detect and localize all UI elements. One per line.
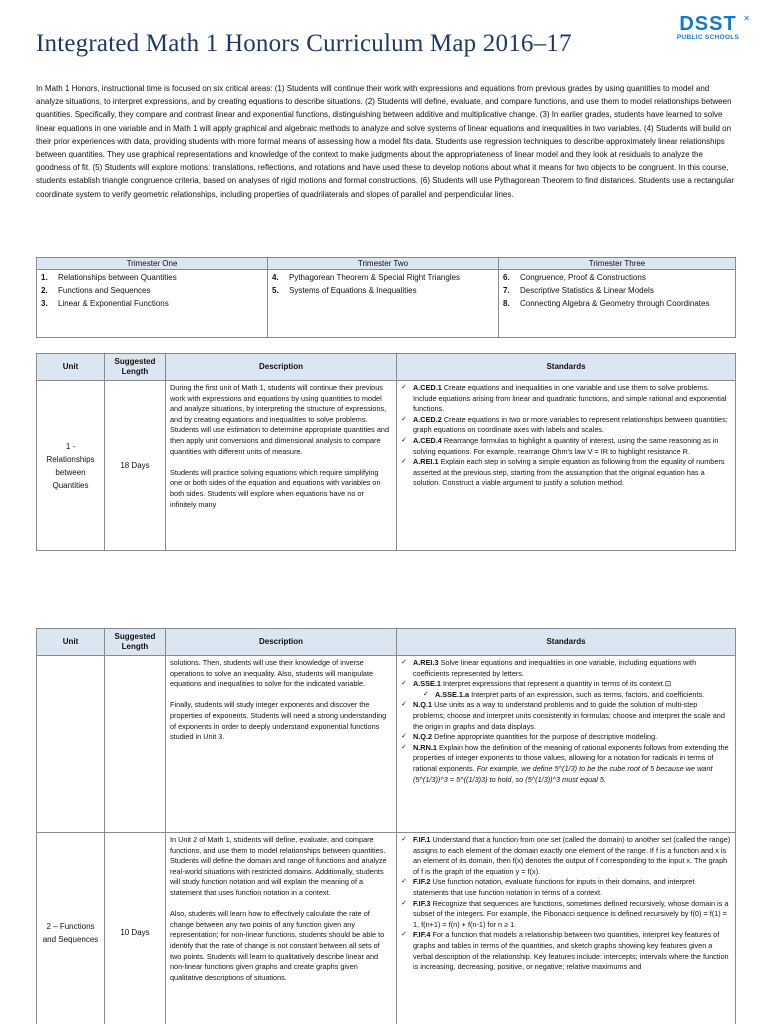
trimester-two-cell	[268, 270, 499, 338]
unit-standards	[397, 833, 736, 1024]
trimester-two-header: Trimester Two	[268, 258, 499, 270]
check-icon: ✓	[401, 415, 407, 423]
check-icon: ✓	[401, 680, 407, 688]
col-standards: Standards	[397, 354, 736, 381]
list-item: 8. Connecting Algebra & Geometry through Coordinates	[503, 299, 710, 308]
list-item: ✓ A.CED.2 Create equations in two or more variables to represent relationships between quantities; graph equations on coordinate axes with labels and scales.	[401, 414, 728, 435]
unit-description: solutions. Then, students will use their knowledge of inverse operations to solve an inequality. Also, students will manipulate equations and inequalities to solve for the indicated variable. Finally, students will study integer exponents and discover the properties of exponents. Students will need a strong understanding of exponents in order to deeply understand exponential functions studied in Unit 3.	[166, 656, 397, 833]
list-item: 7. Descriptive Statistics & Linear Models	[503, 286, 654, 295]
list-item: 6. Congruence, Proof & Constructions	[503, 273, 646, 282]
logo-star-icon: ✕	[743, 14, 750, 23]
logo-wordmark: DSST	[679, 13, 737, 35]
check-icon: ✓	[401, 743, 407, 751]
col-unit: Unit	[37, 354, 105, 381]
list-item: ✓ F.IF.1 Understand that a function from one set (called the domain) to another set (called the range) assigns to each element of the domain exactly one element of the range. If f is a function and x is an element of its domain, then f(x) denotes the output of f corresponding to the input x. The graph of f is the graph of the equation y = f(x).	[401, 835, 731, 876]
check-icon: ✓	[401, 701, 407, 709]
unit-description: In Unit 2 of Math 1, students will define, evaluate, and compare functions, and use them to model relationships between quantities. Students will define the domain and range of functions and analyze real-world situations with restricted domains. Additionally, students will study function notation and will explain the meaning of a statement that uses function notation in a context. Also, students will learn how to effectively calculate the rate of change between any two points of any function given any representation; for non-linear functions, students should be able to identify that the rate of change is not constant between all sets of two points. Students will learn to qualitatively describe linear and non-linear functions given graphs and create graphs given qualitative descriptions of situations.	[166, 833, 397, 1024]
list-item: 5. Systems of Equations & Inequalities	[272, 286, 417, 295]
check-icon: ✓	[401, 458, 407, 466]
check-icon: ✓	[401, 836, 407, 843]
list-item: 1. Relationships between Quantities	[41, 273, 177, 282]
list-item: ✓ A.REI.3 Solve linear equations and inequalities in one variable, including equations with coefficients represented by letters.	[401, 658, 697, 678]
unit-table-1	[36, 353, 736, 551]
check-icon: ✓	[401, 931, 407, 939]
unit-name: 2 – Functions and Sequences	[37, 833, 105, 1024]
unit-description: During the first unit of Math 1, students will continue their previous work with expressions and equations by using quantities to model and analyze situations, by interpreting the structure of expressions, and by creating equations and inequalities to solve problems. Students will use estimation to determine appropriate quantities and then apply unit conversions and dimensional analysis to compare quantities with different units of measure. Students will practice solving equations which require simplifying one or both sides of the equation and equations with variables on both sides. Students will explore when equations have no or infinitely many	[166, 381, 397, 551]
check-icon: ✓	[401, 899, 407, 907]
list-item: 3. Linear & Exponential Functions	[41, 299, 169, 308]
list-item: ✓ N.Q.1 Use units as a way to understand problems and to guide the solution of multi-step problems; choose and interpret units consistently in formulas; choose and interpret the scale and the origin in graphs and data displays.	[401, 700, 725, 731]
trimester-table	[36, 257, 736, 338]
dsst-logo	[666, 14, 750, 41]
check-icon: ✓	[401, 878, 407, 886]
intro-paragraph: In Math 1 Honors, instructional time is focused on six critical areas: (1) Students will continue their work with expressions and equations from previous grades by using quantities to model and analyze situations, to interpret expressions, and by creating equations to describe situations. (2) Students will define, evaluate, and compare functions, and use them to model relationships between quantities. Specifically, they compare and contrast linear and exponential functions, distinguishing between additive and multiplicative change. (3) In earlier grades, students have learned to solve linear equations in one variable and in Math 1 will apply graphical and algebraic methods to analyze and solve systems of linear equations and inequalities in two variables. (4) Students will build on their prior experiences with data, providing students with more formal means of assessing how a model fits data. Students use regression techniques to describe approximately linear relationships between quantities. They use graphical representations and knowledge of the context to make judgments about the appropriateness of linear model and they look at residuals to analyze the goodness of fit. (5) Students will explore motions: translations, reflections, and rotations and have used these to develop notions about what it means for two objects to be congruent. In this course, students establish triangle congruence criteria, based on analyses of rigid motions and formal constructions. (6) Students will use Pythagorean Theorem to find distances. Students use a rectangular coordinate system to verify geometric relationships, including properties of quadrilaterals and slopes of parallel and perpendicular lines.	[36, 84, 735, 199]
list-item: ✓ N.RN.1 Explain how the definition of the meaning of rational exponents follows from extending the properties of integer exponents to those values, allowing for a notation for radicals in terms of rational exponents. For example, we define 5^(1/3) to be the cube root of 5 because we want (5^(1/3))^3 = 5^((1/3)3) to hold, so (5^(1/3))^3 must equal 5.	[401, 742, 729, 784]
col-standards: Standards	[397, 629, 736, 656]
unit-table-2	[36, 628, 736, 1024]
list-item: ✓ A.SSE.1 Interpret expressions that represent a quantity in terms of its context.⊡	[401, 679, 671, 689]
unit-standards	[397, 381, 736, 551]
col-unit: Unit	[37, 629, 105, 656]
list-item: ✓ A.CED.1 Create equations and inequalities in one variable and use them to solve problems. Include equations arising from linear and quadratic functions, and simple rational and exponential functions.	[401, 383, 727, 414]
check-icon: ✓	[401, 384, 407, 391]
unit-name: 1 - Relationships between Quantities	[37, 381, 105, 551]
list-item: ✓ A.SSE.1.a Interpret parts of an expression, such as terms, factors, and coefficients.	[423, 689, 705, 699]
list-item: ✓ F.IF.4 For a function that models a relationship between two quantities, interpret key features of graphs and tables in terms of the quantities, and sketch graphs showing key features given a verbal description of the relationship. Key features include: intercepts; intervals where the function is increasing, decreasing, positive, or negative; relative maximums and	[401, 930, 729, 972]
check-icon: ✓	[401, 659, 407, 666]
col-length: Suggested Length	[105, 629, 166, 656]
unit-length: 18 Days	[105, 381, 166, 551]
unit-standards	[397, 656, 736, 833]
list-item: ✓ F.IF.2 Use function notation, evaluate functions for inputs in their domains, and interpret statements that use function notation in terms of a context.	[401, 877, 695, 897]
list-item: ✓ A.CED.4 Rearrange formulas to highlight a quantity of interest, using the same reasoning as in solving equations. For example, rearrange Ohm's law V = IR to highlight resistance R.	[401, 435, 719, 456]
list-item: 2. Functions and Sequences	[41, 286, 151, 295]
list-item: ✓ A.REI.1 Explain each step in solving a simple equation as following from the equality of numbers asserted at the previous step, starting from the assumption that the original equation has a solution. Construct a viable argument to justify a solution method.	[401, 457, 725, 488]
trimester-one-header: Trimester One	[37, 258, 268, 270]
list-item: 4. Pythagorean Theorem & Special Right Triangles	[272, 273, 461, 282]
logo-subtitle: PUBLIC SCHOOLS	[676, 34, 740, 41]
unit-name	[37, 656, 105, 833]
list-item: ✓ F.IF.3 Recognize that sequences are functions, sometimes defined recursively, whose domain is a subset of the integers. For example, the Fibonacci sequence is defined recursively by f(0) = f(1) = 1, f(n+1) = f(n) + f(n-1) for n ≥ 1.	[401, 898, 729, 929]
col-length: Suggested Length	[105, 354, 166, 381]
col-description: Description	[166, 629, 397, 656]
page-title: Integrated Math 1 Honors Curriculum Map 2016–17	[36, 30, 572, 57]
col-description: Description	[166, 354, 397, 381]
unit-length	[105, 656, 166, 833]
standard-example: For example, we define 5^(1/3) to be the cube root of 5 because we want (5^(1/3))^3 = 5^((1/3)3) to hold, so (5^(1/3))^3 must equal 5.	[413, 763, 713, 784]
check-icon: ✓	[401, 436, 407, 444]
check-icon: ✓	[401, 733, 407, 741]
list-item: ✓ N.Q.2 Define appropriate quantities for the purpose of descriptive modeling.	[401, 732, 658, 742]
trimester-three-cell	[499, 270, 736, 338]
trimester-one-cell	[37, 270, 268, 338]
check-icon: ✓	[423, 690, 429, 698]
unit-length: 10 Days	[105, 833, 166, 1024]
trimester-three-header: Trimester Three	[499, 258, 736, 270]
